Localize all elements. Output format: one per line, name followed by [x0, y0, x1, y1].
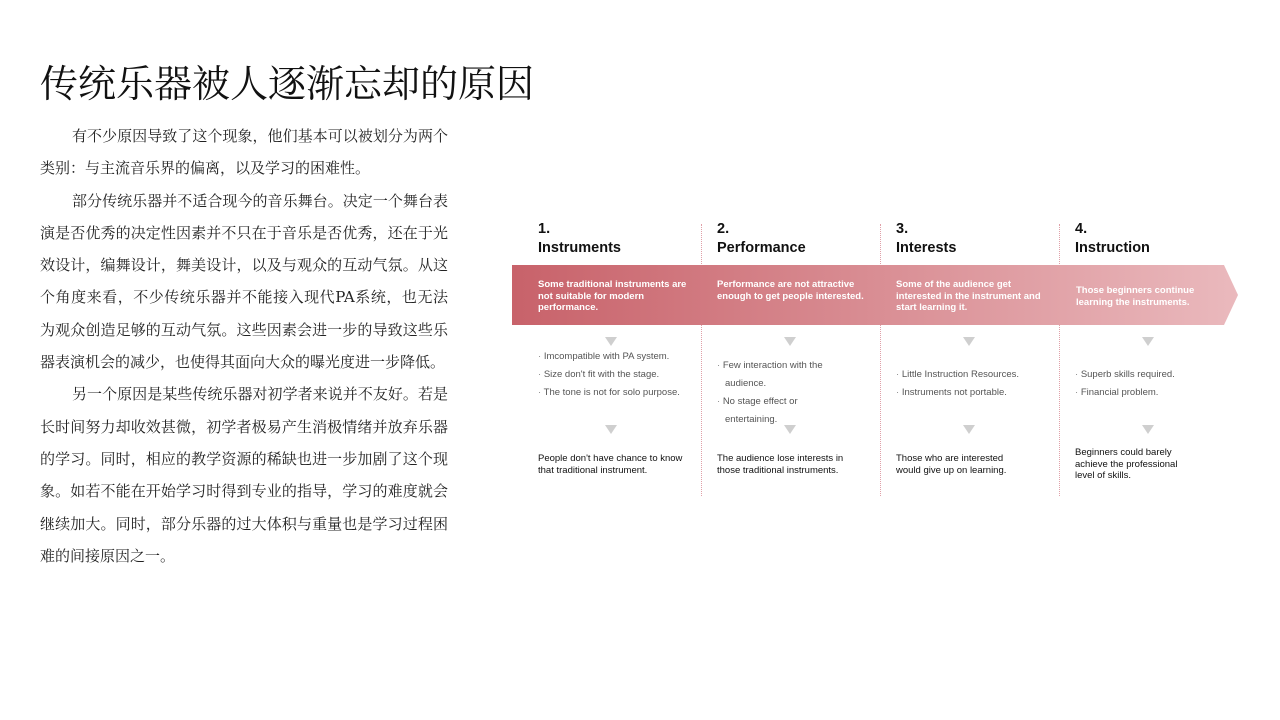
down-arrow-icon	[963, 337, 975, 346]
list-item: · Imcompatible with PA system.	[538, 348, 698, 366]
list-item: · Superb skills required.	[1075, 366, 1235, 384]
outcome-interests: Those who are interested would give up on learning.	[896, 453, 1007, 476]
list-item: · Financial problem.	[1075, 384, 1235, 402]
band-text-performance: Performance are not attractive enough to get people interested.	[717, 279, 864, 302]
column-heading: Instruction	[1075, 240, 1150, 256]
band-text-instruction: Those beginners continue learning the instruments.	[1076, 285, 1195, 308]
list-item: · Little Instruction Resources.	[896, 366, 1056, 384]
paragraph: 另一个原因是某些传统乐器对初学者来说并不友好。若是长时间努力却收效甚微，初学者极易产生消极情绪并放弃乐器的学习。同时，相应的教学资源的稀缺也进一步加剧了这个现象。如若不能在开始学习时得到专业的指导，学习的难度就会继续加大。同时，部分乐器的过大体积与重量也是学习过程困难的间接原因之一。	[40, 385, 448, 565]
list-item: · The tone is not for solo purpose.	[538, 384, 698, 402]
down-arrow-icon	[1142, 337, 1154, 346]
list-item: · Few interaction with the audience.	[717, 357, 847, 393]
cause-flow-diagram	[510, 220, 1240, 500]
down-arrow-icon	[784, 337, 796, 346]
outcome-instruction: Beginners could barely achieve the professional level of skills.	[1075, 447, 1178, 481]
column-number: 4.	[1075, 221, 1088, 237]
column-header-instruction	[1075, 220, 1245, 258]
down-arrow-icon	[605, 425, 617, 434]
column-number: 1.	[538, 221, 551, 237]
column-header-instruments	[538, 220, 708, 258]
column-number: 2.	[717, 221, 730, 237]
column-number: 3.	[896, 221, 909, 237]
outcome-performance: The audience lose interests in those traditional instruments.	[717, 453, 844, 476]
bullet-list-performance	[717, 357, 847, 429]
down-arrow-icon	[963, 425, 975, 434]
paragraph: 部分传统乐器并不适合现今的音乐舞台。决定一个舞台表演是否优秀的决定性因素并不只在于音乐是否优秀，还在于光效设计，编舞设计，舞美设计，以及与观众的互动气氛。从这个角度来看，不少传统乐器并不能接入现代PA系统，也无法为观众创造足够的互动气氛。这些因素会进一步的导致这些乐器表演机会的减少，也使得其面向大众的曝光度进一步降低。	[40, 191, 448, 372]
down-arrow-icon	[605, 337, 617, 346]
band-text-interests: Some of the audience get interested in the instrument and start learning it.	[896, 279, 1041, 313]
column-heading: Instruments	[538, 240, 621, 256]
bullet-list-instruments	[538, 348, 698, 402]
list-item: · Size don't fit with the stage.	[538, 366, 698, 384]
down-arrow-icon	[784, 425, 796, 434]
column-header-performance	[717, 220, 887, 258]
list-item: · Instruments not portable.	[896, 384, 1056, 402]
column-heading: Performance	[717, 240, 806, 256]
paragraph: 有不少原因导致了这个现象，他们基本可以被划分为两个类别：与主流音乐界的偏离，以及学习的困难性。	[40, 127, 448, 178]
bullet-list-interests	[896, 366, 1056, 402]
page-title: 传统乐器被人逐渐忘却的原因	[40, 62, 535, 107]
column-heading: Interests	[896, 240, 957, 256]
list-item: · No stage effect or entertaining.	[717, 393, 847, 429]
band-text-instruments: Some traditional instruments are not suitable for modern performance.	[538, 279, 687, 313]
bullet-list-instruction	[1075, 366, 1235, 402]
body-text	[40, 120, 448, 572]
column-header-interests	[896, 220, 1066, 258]
down-arrow-icon	[1142, 425, 1154, 434]
outcome-instruments: People don't have chance to know that traditional instrument.	[538, 453, 683, 476]
